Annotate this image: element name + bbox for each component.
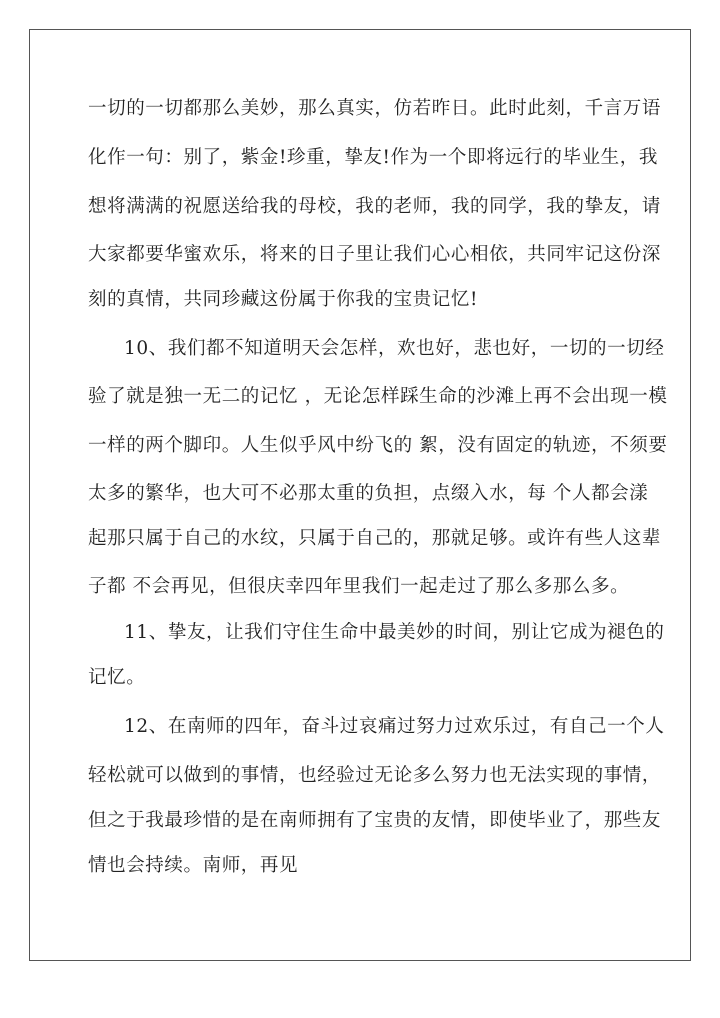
text-line: 一切的一切都那么美妙，那么真实，仿若昨日。此时此刻，千言万语 bbox=[88, 98, 662, 119]
text-line: 化作一句：别了，紫金!珍重，挚友!作为一个即将远行的毕业生，我 bbox=[88, 147, 658, 168]
text-line: 情也会持续。南师，再见 bbox=[88, 855, 299, 876]
text-line: 子都 不会再见，但很庆幸四年里我们一起走过了那么多那么多。 bbox=[88, 576, 630, 597]
text-line: 12、在南师的四年，奋斗过哀痛过努力过欢乐过，有自己一个人 bbox=[124, 716, 665, 737]
text-line: 想将满满的祝愿送给我的母校，我的老师，我的同学，我的挚友，请 bbox=[88, 196, 662, 217]
text-line: 大家都要华蜜欢乐，将来的日子里让我们心心相依，共同牢记这份深 bbox=[88, 244, 662, 265]
text-line: 起那只属于自己的水纹，只属于自己的，那就足够。或许有些人这辈 bbox=[88, 528, 662, 549]
text-line: 轻松就可以做到的事情，也经验过无论多么努力也无法实现的事情， bbox=[88, 765, 662, 786]
text-line: 一样的两个脚印。人生似乎风中纷飞的 絮，没有固定的轨迹，不须要 bbox=[88, 435, 668, 456]
text-line: 太多的繁华，也大可不必那太重的负担，点缀入水，每 个人都会漾 bbox=[88, 483, 649, 504]
text-line: 验了就是独一无二的记忆 ，无论怎样踩生命的沙滩上再不会出现一模 bbox=[88, 386, 668, 407]
text-line: 但之于我最珍惜的是在南师拥有了宝贵的友情，即使毕业了，那些友 bbox=[88, 810, 662, 831]
text-line: 10、我们都不知道明天会怎样，欢也好，悲也好，一切的一切经 bbox=[124, 338, 665, 359]
text-line: 11、挚友，让我们守住生命中最美妙的时间，别让它成为褪色的 bbox=[124, 622, 665, 643]
text-line: 刻的真情，共同珍藏这份属于你我的宝贵记忆! bbox=[88, 289, 479, 310]
text-line: 记忆。 bbox=[88, 667, 146, 688]
